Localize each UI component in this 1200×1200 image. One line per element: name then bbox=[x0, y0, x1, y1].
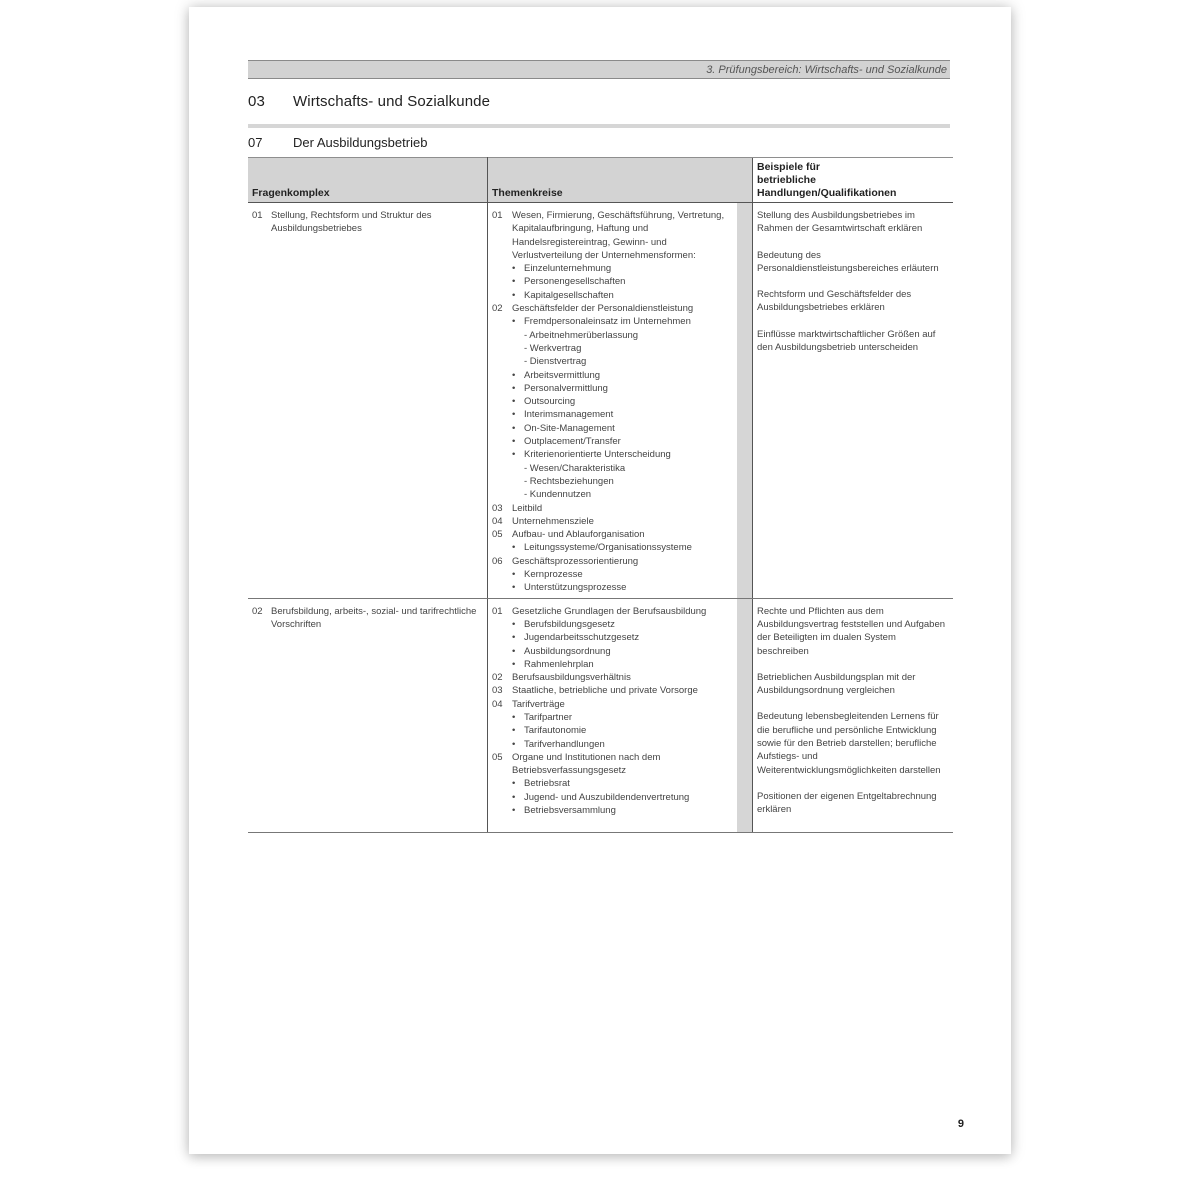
bullet-text: Betriebsrat bbox=[524, 778, 570, 790]
bullet-text: Kernprozesse bbox=[524, 569, 583, 581]
example-item: Positionen der eigenen Entgeltabrechnung erklären bbox=[757, 790, 937, 816]
theme-bullet bbox=[492, 408, 733, 421]
theme-bullet bbox=[492, 804, 733, 817]
theme-number: 04 bbox=[492, 698, 503, 710]
bullet-icon: • bbox=[512, 632, 516, 644]
theme-bullet bbox=[492, 395, 733, 408]
bullet-text: Leitungssysteme/Organisationssysteme bbox=[524, 542, 692, 554]
theme-subitem: - Arbeitnehmerüberlassung bbox=[524, 329, 639, 341]
bullet-icon: • bbox=[512, 409, 516, 421]
theme-text: Leitbild bbox=[512, 502, 543, 514]
theme-item bbox=[492, 515, 733, 528]
example-item: Einflüsse marktwirtschaftlicher Größen auf den Ausbildungsbetrieb unterscheiden bbox=[757, 328, 936, 354]
bullet-icon: • bbox=[512, 316, 516, 328]
example-item: Stellung des Ausbildungsbetriebes im Rahmen der Gesamtwirtschaft erklären bbox=[757, 210, 923, 235]
theme-number: 06 bbox=[492, 555, 503, 567]
bullet-text: Kapitalgesellschaften bbox=[524, 289, 614, 301]
theme-item bbox=[492, 751, 733, 778]
bullet-icon: • bbox=[512, 289, 516, 301]
header-themenkreise: Themenkreise bbox=[488, 158, 738, 203]
theme-item bbox=[492, 528, 733, 541]
theme-bullet bbox=[492, 791, 733, 804]
fragenkomplex-text: Stellung, Rechtsform und Struktur des Ausbildungsbetriebes bbox=[271, 210, 432, 235]
theme-number: 02 bbox=[492, 303, 503, 315]
fragenkomplex-text: Berufsbildung, arbeits-, sozial- und tarifrechtliche Vorschriften bbox=[271, 605, 477, 630]
bullet-icon: • bbox=[512, 582, 516, 594]
bullet-text: Unterstützungsprozesse bbox=[524, 582, 627, 594]
theme-text: Gesetzliche Grundlagen der Berufsausbildung bbox=[512, 605, 707, 617]
theme-text: Wesen, Firmierung, Geschäftsführung, Vertretung, Kapitalaufbringung, Haftung und Handelsregistereintrag, Gewinn- und Verlustverteilung der Unternehmensformen: bbox=[512, 210, 725, 261]
theme-text: Berufsausbildungsverhältnis bbox=[512, 672, 631, 684]
theme-number: 05 bbox=[492, 529, 503, 541]
bullet-text: Jugendarbeitsschutzgesetz bbox=[524, 632, 640, 644]
fragenkomplex-cell bbox=[248, 598, 488, 833]
beispiele-cell bbox=[753, 598, 954, 833]
theme-bullet bbox=[492, 369, 733, 382]
theme-bullet bbox=[492, 289, 733, 302]
bullet-icon: • bbox=[512, 791, 516, 803]
header-beispiele-line1: Beispiele für bbox=[757, 161, 821, 173]
bullet-icon: • bbox=[512, 542, 516, 554]
example-item: Betrieblichen Ausbildungsplan mit der Ausbildungsordnung vergleichen bbox=[757, 671, 916, 697]
theme-bullet bbox=[492, 711, 733, 724]
chapter-rule bbox=[248, 124, 950, 128]
theme-bullet bbox=[492, 645, 733, 658]
theme-item bbox=[492, 502, 733, 515]
bullet-text: Ausbildungsordnung bbox=[524, 645, 611, 657]
theme-bullet bbox=[492, 448, 733, 461]
theme-number: 03 bbox=[492, 502, 503, 514]
table-row bbox=[248, 598, 953, 833]
beispiele-cell bbox=[753, 203, 954, 599]
theme-item bbox=[492, 209, 733, 262]
bullet-text: Outsourcing bbox=[524, 396, 576, 408]
theme-item bbox=[492, 605, 733, 618]
theme-text: Geschäftsprozessorientierung bbox=[512, 555, 639, 567]
theme-bullet bbox=[492, 581, 733, 594]
table-row bbox=[248, 203, 953, 599]
table-header-row bbox=[248, 158, 953, 203]
theme-item bbox=[492, 684, 733, 697]
bullet-text: Fremdpersonaleinsatz im Unternehmen bbox=[524, 316, 691, 328]
theme-subitem: - Wesen/Charakteristika bbox=[524, 462, 626, 474]
bullet-text: Kriterienorientierte Unterscheidung bbox=[524, 449, 671, 461]
section-number: 07 bbox=[248, 135, 263, 150]
theme-number: 05 bbox=[492, 751, 503, 763]
theme-subitem: - Kundennutzen bbox=[524, 489, 592, 501]
running-header: 3. Prüfungsbereich: Wirtschafts- und Sozialkunde bbox=[248, 60, 950, 79]
fragenkomplex-number: 02 bbox=[252, 605, 263, 617]
bullet-icon: • bbox=[512, 805, 516, 817]
bullet-icon: • bbox=[512, 778, 516, 790]
bullet-icon: • bbox=[512, 711, 516, 723]
theme-bullet bbox=[492, 541, 733, 554]
chapter-heading bbox=[248, 93, 490, 110]
section-title: Der Ausbildungsbetrieb bbox=[293, 135, 428, 150]
column-separator bbox=[737, 598, 753, 833]
theme-text: Aufbau- und Ablauforganisation bbox=[512, 529, 645, 541]
page-number: 9 bbox=[957, 1118, 964, 1130]
theme-text: Geschäftsfelder der Personaldienstleistung bbox=[512, 303, 694, 315]
bullet-text: Personengesellschaften bbox=[524, 276, 626, 288]
theme-subitem: - Rechtsbeziehungen bbox=[524, 475, 614, 487]
bullet-text: Einzelunternehmung bbox=[524, 263, 612, 275]
theme-number: 04 bbox=[492, 515, 503, 527]
theme-bullet bbox=[492, 618, 733, 631]
header-separator bbox=[737, 158, 753, 203]
theme-bullet bbox=[492, 568, 733, 581]
curriculum-table bbox=[248, 157, 953, 833]
theme-item bbox=[492, 671, 733, 684]
theme-bullet bbox=[492, 777, 733, 790]
theme-number: 02 bbox=[492, 672, 503, 684]
theme-bullet bbox=[492, 382, 733, 395]
bullet-text: Outplacement/Transfer bbox=[524, 436, 621, 448]
theme-number: 01 bbox=[492, 605, 503, 617]
bullet-text: Personalvermittlung bbox=[524, 382, 608, 394]
theme-bullet bbox=[492, 275, 733, 288]
bullet-icon: • bbox=[512, 449, 516, 461]
example-item: Bedeutung lebensbegleitenden Lernens für die berufliche und persönliche Entwicklung sowie für den Betrieb darstellen; berufliche Aufstiegs- und Weiterentwicklungsmöglichkeiten darstellen bbox=[757, 711, 941, 776]
theme-item bbox=[492, 555, 733, 568]
theme-text: Staatliche, betriebliche und private Vorsorge bbox=[512, 685, 698, 697]
bullet-icon: • bbox=[512, 658, 516, 670]
theme-number: 01 bbox=[492, 210, 503, 221]
fragenkomplex-cell bbox=[248, 203, 488, 599]
theme-bullet bbox=[492, 738, 733, 751]
column-separator bbox=[737, 203, 753, 599]
bullet-text: Interimsmanagement bbox=[524, 409, 614, 421]
example-item: Rechte und Pflichten aus dem Ausbildungsvertrag feststellen und Aufgaben der Beteiligten im dualen System beschreiben bbox=[757, 605, 946, 657]
theme-text: Tarifverträge bbox=[512, 698, 565, 710]
theme-item bbox=[492, 698, 733, 711]
theme-number: 03 bbox=[492, 685, 503, 697]
bullet-icon: • bbox=[512, 738, 516, 750]
themenkreise-cell bbox=[488, 598, 738, 833]
bullet-text: Tarifverhandlungen bbox=[524, 738, 605, 750]
theme-bullet bbox=[492, 631, 733, 644]
bullet-icon: • bbox=[512, 645, 516, 657]
bullet-icon: • bbox=[512, 569, 516, 581]
bullet-icon: • bbox=[512, 276, 516, 288]
fragenkomplex-item bbox=[252, 605, 483, 632]
chapter-title: Wirtschafts- und Sozialkunde bbox=[293, 93, 491, 110]
fragenkomplex-item bbox=[252, 209, 483, 236]
bullet-icon: • bbox=[512, 382, 516, 394]
header-beispiele bbox=[753, 158, 954, 203]
themenkreise-cell bbox=[488, 203, 738, 599]
document-page bbox=[189, 7, 1011, 1154]
bullet-icon: • bbox=[512, 725, 516, 737]
bullet-text: Betriebsversammlung bbox=[524, 805, 616, 817]
theme-bullet bbox=[492, 315, 733, 328]
theme-subitem: - Dienstvertrag bbox=[524, 356, 587, 368]
bullet-icon: • bbox=[512, 369, 516, 381]
bullet-text: Jugend- und Auszubildendenvertretung bbox=[524, 791, 690, 803]
theme-subitem: - Werkvertrag bbox=[524, 342, 582, 354]
bullet-icon: • bbox=[512, 422, 516, 434]
bullet-text: On-Site-Management bbox=[524, 422, 615, 434]
bullet-text: Tarifpartner bbox=[524, 711, 573, 723]
theme-bullet bbox=[492, 262, 733, 275]
bullet-icon: • bbox=[512, 263, 516, 275]
example-item: Rechtsform und Geschäftsfelder des Ausbildungsbetriebes erklären bbox=[757, 289, 912, 314]
theme-bullet bbox=[492, 435, 733, 448]
theme-text: Unternehmensziele bbox=[512, 515, 594, 527]
theme-bullet bbox=[492, 724, 733, 737]
bullet-text: Tarifautonomie bbox=[524, 725, 587, 737]
bullet-text: Arbeitsvermittlung bbox=[524, 369, 601, 381]
chapter-number: 03 bbox=[248, 93, 265, 110]
bullet-icon: • bbox=[512, 618, 516, 630]
theme-bullet bbox=[492, 422, 733, 435]
example-item: Bedeutung des Personaldienstleistungsbereiches erläutern bbox=[757, 249, 939, 274]
theme-text: Organe und Institutionen nach dem Betriebsverfassungsgesetz bbox=[512, 751, 661, 777]
section-heading bbox=[248, 135, 427, 150]
bullet-icon: • bbox=[512, 396, 516, 408]
bullet-icon: • bbox=[512, 436, 516, 448]
bullet-text: Berufsbildungsgesetz bbox=[524, 618, 615, 630]
header-beispiele-line2: betriebliche Handlungen/Qualifikationen bbox=[757, 174, 897, 199]
theme-bullet bbox=[492, 658, 733, 671]
fragenkomplex-number: 01 bbox=[252, 210, 263, 221]
theme-item bbox=[492, 302, 733, 315]
bullet-text: Rahmenlehrplan bbox=[524, 658, 594, 670]
header-fragenkomplex: Fragenkomplex bbox=[248, 158, 488, 203]
